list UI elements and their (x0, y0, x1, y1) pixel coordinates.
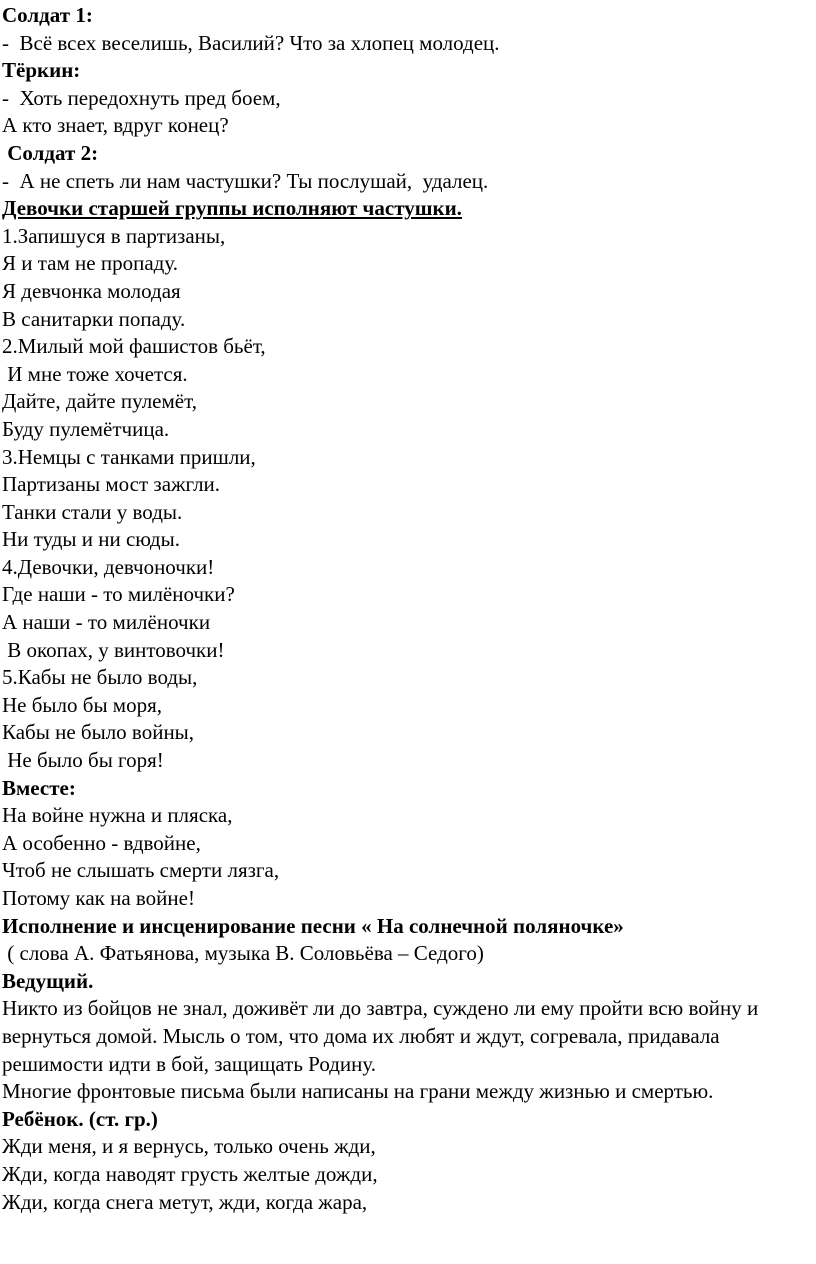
text-line: Буду пулемётчица. (2, 416, 170, 441)
text-line: Жди, когда наводят грусть желтые дожди, (2, 1161, 378, 1186)
text-line: На войне нужна и пляска, (2, 803, 233, 828)
text-line: Кабы не было войны, (2, 720, 195, 745)
text-line: Жди меня, и я вернусь, только очень жди, (2, 1134, 376, 1159)
text-line: Не было бы моря, (2, 692, 163, 717)
text-line: 2.Милый мой фашистов бьёт, (2, 334, 266, 359)
text-line: Никто из бойцов не знал, доживёт ли до завтра, суждено ли ему пройти всю войну и вернуться домой. Мысль о том, что дома их любят и ждут, согревала, придавала решимости идти в бой, защищать Родину. (2, 996, 759, 1076)
text-line: 5.Кабы не было воды, (2, 665, 198, 690)
text-line: Не было бы горя! (2, 748, 164, 773)
text-line: Дайте, дайте пулемёт, (2, 389, 197, 414)
text-line: - Хоть передохнуть пред боем, (2, 85, 281, 110)
text-line: А наши - то милёночки (2, 610, 211, 635)
text-line: - Всё всех веселишь, Василий? Что за хлопец молодец. (2, 30, 500, 55)
text-line: 1.Запишуся в партизаны, (2, 223, 226, 248)
section-heading: Ведущий. (2, 968, 94, 993)
section-heading: Солдат 1: (2, 3, 93, 27)
text-line: - А не спеть ли нам частушки? Ты послушай, удалец. (2, 168, 489, 193)
text-line: Ни туды и ни сюды. (2, 527, 180, 552)
section-heading: Вместе: (2, 775, 76, 800)
section-heading: Исполнение и инсценирование песни « На солнечной поляночке» (2, 913, 624, 938)
text-line: А кто знает, вдруг конец? (2, 113, 229, 138)
section-heading: Девочки старшей группы исполняют частушки. (2, 196, 462, 221)
text-line: Жди, когда снега метут, жди, когда жара, (2, 1189, 368, 1214)
text-line: Танки стали у воды. (2, 499, 183, 524)
text-line: В санитарки попаду. (2, 306, 186, 331)
section-heading: Тёркин: (2, 58, 81, 83)
text-line: ( слова А. Фатьянова, музыка В. Соловьёва – Седого) (2, 941, 484, 966)
text-line: В окопах, у винтовочки! (2, 637, 225, 662)
text-line: Партизаны мост зажгли. (2, 472, 221, 497)
text-line: И мне тоже хочется. (2, 361, 188, 386)
text-line: Чтоб не слышать смерти лязга, (2, 858, 280, 883)
text-line: Многие фронтовые письма были написаны на грани между жизнью и смертью. (2, 1079, 714, 1104)
text-line: Я девчонка молодая (2, 278, 181, 303)
text-line: Где наши - то милёночки? (2, 582, 235, 607)
text-line: Я и там не пропаду. (2, 251, 178, 276)
text-line: А особенно - вдвойне, (2, 830, 201, 855)
section-heading: Ребёнок. (ст. гр.) (2, 1106, 158, 1131)
text-line: 3.Немцы с танками пришли, (2, 444, 256, 469)
text-line: Потому как на войне! (2, 886, 195, 910)
section-heading: Солдат 2: (2, 140, 99, 165)
text-line: 4.Девочки, девчоночки! (2, 554, 215, 579)
